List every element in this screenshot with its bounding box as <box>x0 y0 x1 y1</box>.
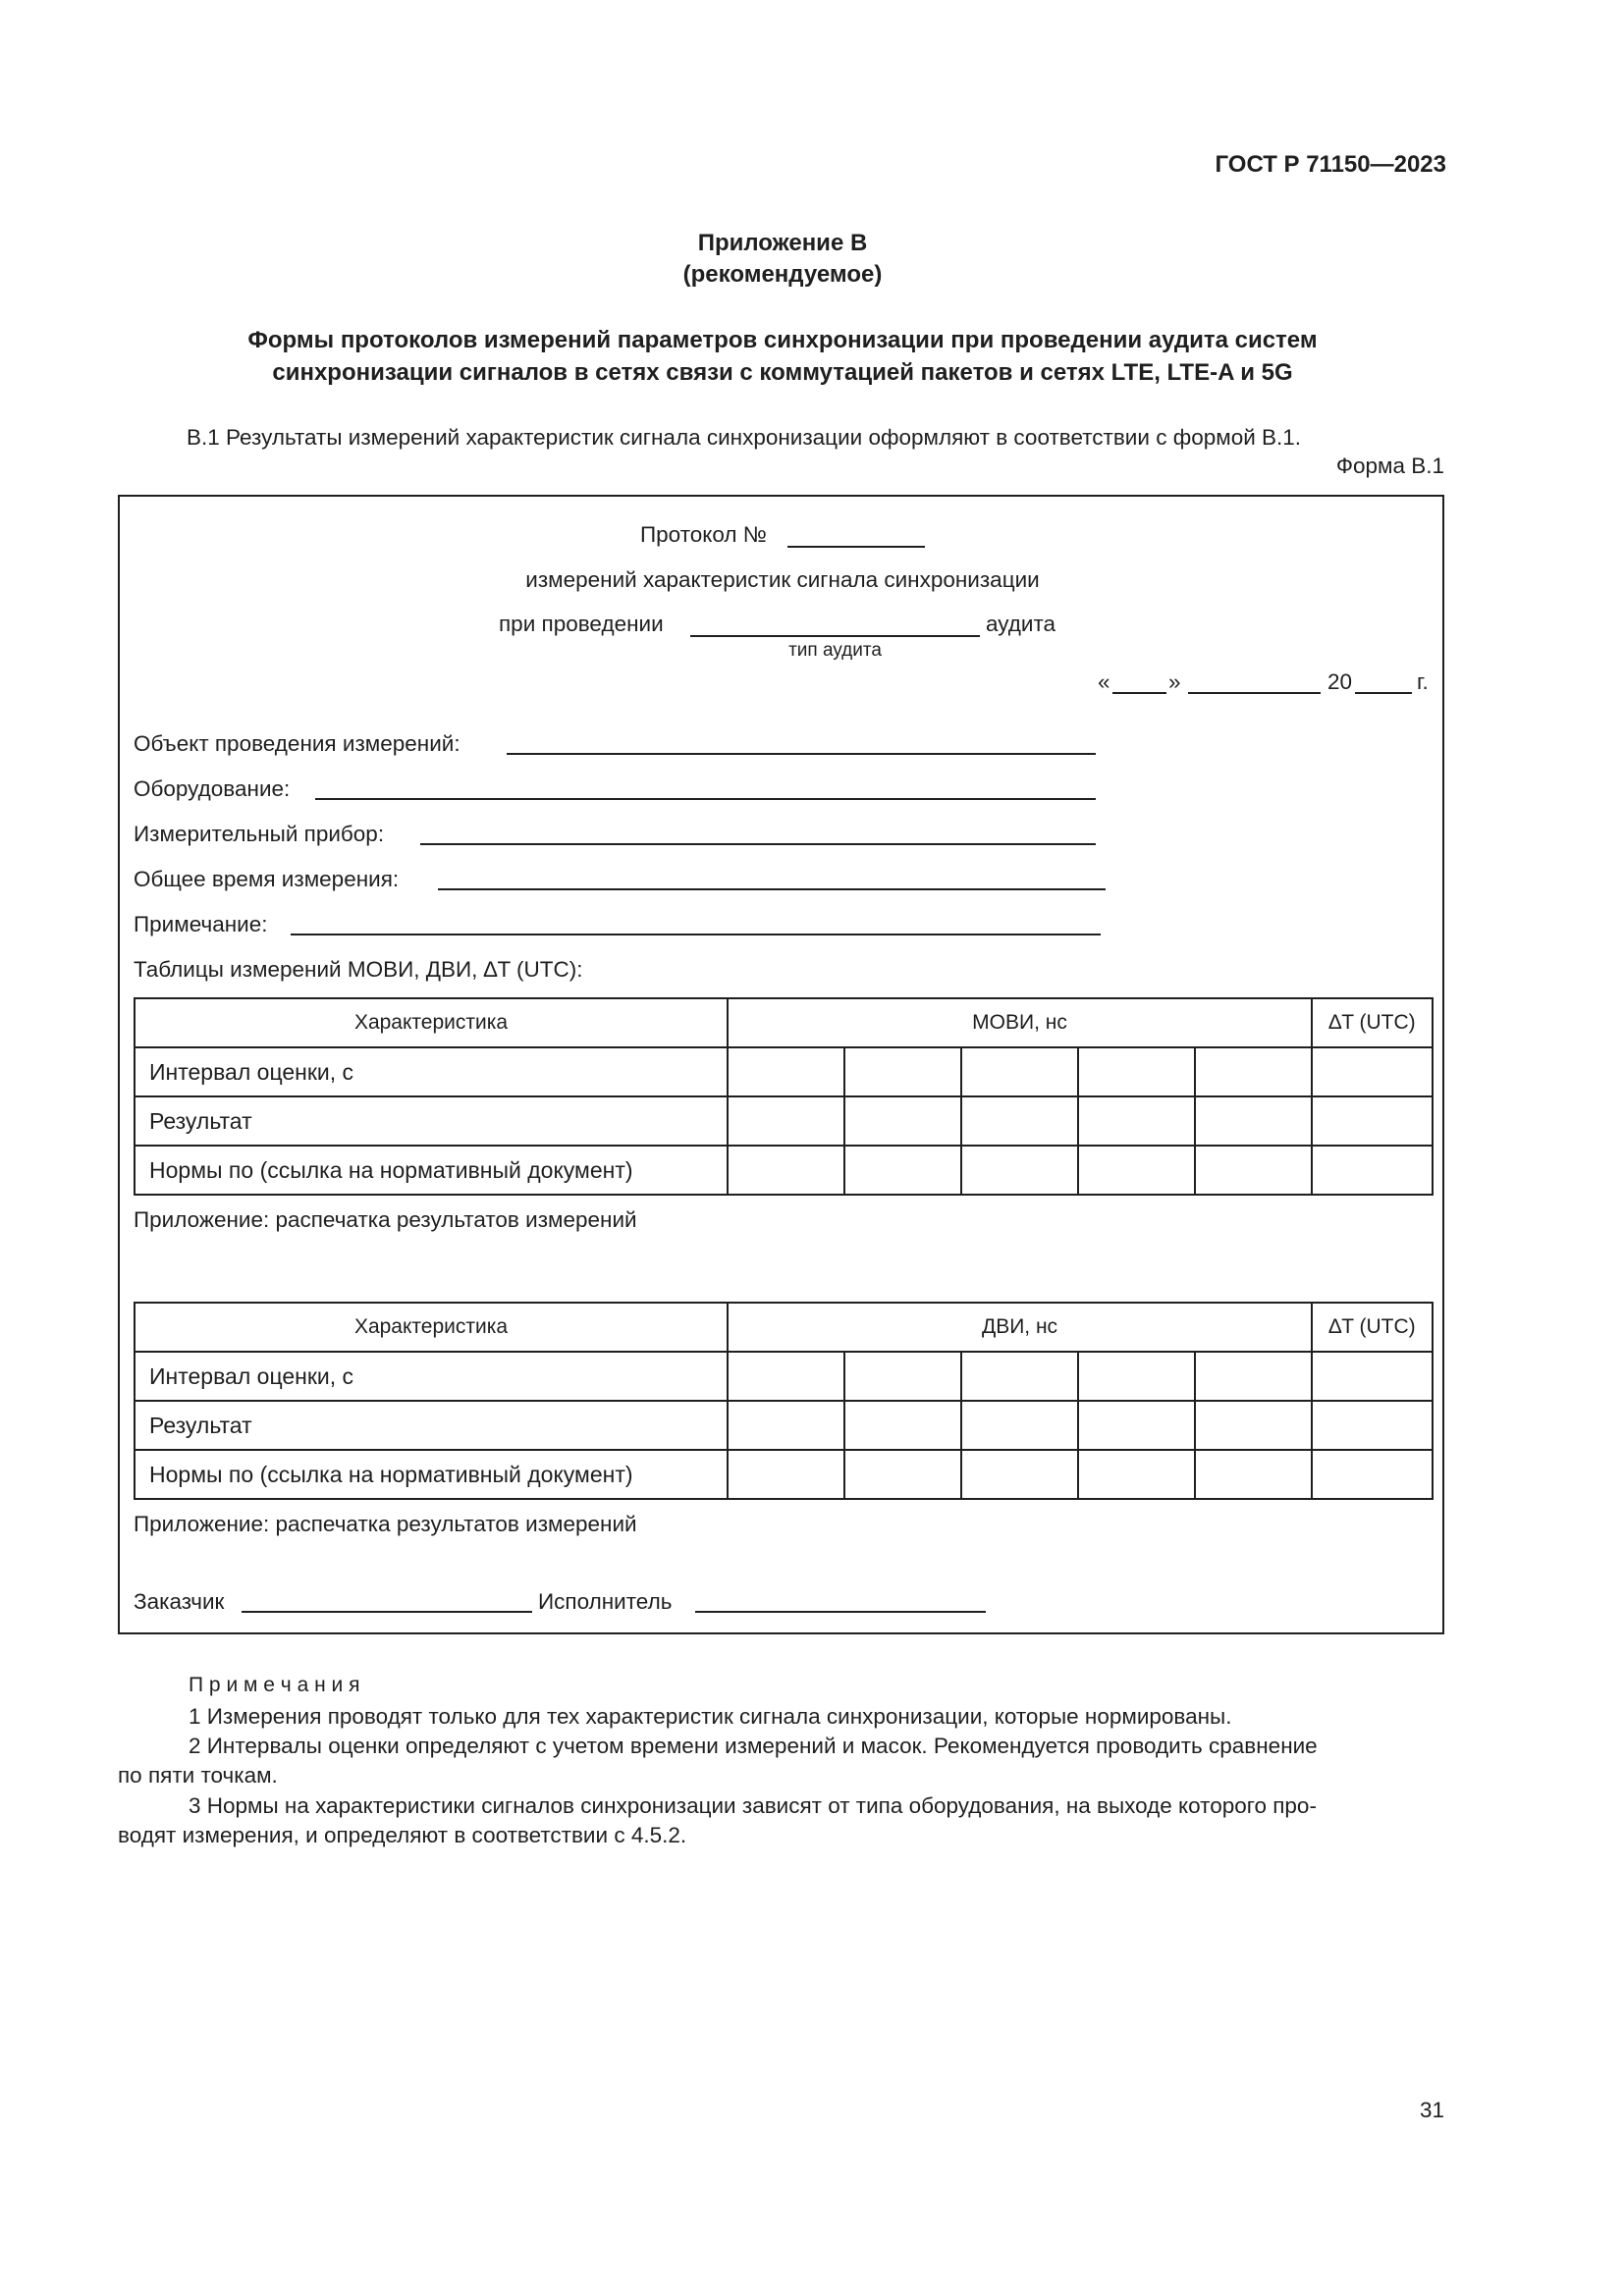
table-cell[interactable] <box>1195 1146 1312 1195</box>
appendix-title: Приложение В <box>697 230 868 256</box>
audit-suffix: аудита <box>986 612 1056 636</box>
table-cell[interactable] <box>1312 1401 1433 1450</box>
dvi-table-header <box>135 1303 1433 1352</box>
date-year-prefix: 20 <box>1327 669 1353 694</box>
movi-col-characteristic: Характеристика <box>135 998 728 1047</box>
audit-type-caption: тип аудита <box>788 640 882 661</box>
note-3-line1: 3 Нормы на характеристики сигналов синхронизации зависят от типа оборудования, на выходе которого про- <box>189 1793 1317 1818</box>
table-cell[interactable] <box>1312 1146 1433 1195</box>
audit-prefix: при проведении <box>499 612 664 636</box>
dvi-col-main: ДВИ, нс <box>728 1303 1312 1352</box>
movi-col-main: МОВИ, нс <box>728 998 1312 1047</box>
field-total-time-label: Общее время измерения: <box>134 867 400 891</box>
table-cell[interactable] <box>1312 1096 1433 1146</box>
dvi-col-dt: ∆T (UTC) <box>1312 1303 1433 1352</box>
note-1: 1 Измерения проводят только для тех характеристик сигнала синхронизации, которые нормированы. <box>189 1704 1232 1729</box>
table-cell[interactable] <box>1078 1401 1195 1450</box>
table-row <box>135 1146 1433 1195</box>
document-code: ГОСТ Р 71150—2023 <box>1215 151 1446 178</box>
form-label: Форма В.1 <box>1335 454 1444 478</box>
table-cell[interactable] <box>961 1146 1078 1195</box>
table-cell[interactable] <box>728 1401 844 1450</box>
dvi-col-characteristic: Характеристика <box>135 1303 728 1352</box>
field-instrument-line[interactable] <box>420 843 1096 845</box>
page-number: 31 <box>1419 2098 1444 2122</box>
dvi-row-norms-label: Нормы по (ссылка на нормативный документ) <box>135 1450 728 1499</box>
protocol-label: Протокол № <box>640 522 767 547</box>
table-cell[interactable] <box>1078 1146 1195 1195</box>
executor-label: Исполнитель <box>538 1589 673 1614</box>
table-cell[interactable] <box>844 1352 961 1401</box>
table-cell[interactable] <box>1078 1096 1195 1146</box>
field-note-line[interactable] <box>291 934 1101 935</box>
table-row <box>135 1352 1433 1401</box>
table-cell[interactable] <box>1195 1047 1312 1096</box>
table-cell[interactable] <box>844 1146 961 1195</box>
dvi-row-result-label: Результат <box>135 1401 728 1450</box>
table-cell[interactable] <box>1312 1047 1433 1096</box>
movi-table <box>134 997 1434 1196</box>
table-cell[interactable] <box>1312 1352 1433 1401</box>
table-cell[interactable] <box>961 1047 1078 1096</box>
attachment-note-2: Приложение: распечатка результатов измерений <box>134 1512 637 1536</box>
field-instrument-label: Измерительный прибор: <box>134 822 385 846</box>
movi-row-result-label: Результат <box>135 1096 728 1146</box>
date-month-line[interactable] <box>1188 692 1321 694</box>
field-total-time-line[interactable] <box>438 888 1106 890</box>
table-cell[interactable] <box>728 1450 844 1499</box>
table-cell[interactable] <box>1078 1352 1195 1401</box>
date-year-suffix: г. <box>1417 669 1429 694</box>
note-2-line1: 2 Интервалы оценки определяют с учетом времени измерений и масок. Рекомендуется проводить сравнение <box>189 1734 1318 1758</box>
table-cell[interactable] <box>844 1047 961 1096</box>
tables-title: Таблицы измерений МОВИ, ДВИ, ∆T (UTC): <box>134 957 583 982</box>
table-row <box>135 1096 1433 1146</box>
table-cell[interactable] <box>1195 1352 1312 1401</box>
table-cell[interactable] <box>1078 1047 1195 1096</box>
table-cell[interactable] <box>728 1047 844 1096</box>
table-cell[interactable] <box>1195 1096 1312 1146</box>
table-cell[interactable] <box>1195 1450 1312 1499</box>
appendix-heading-line1: Формы протоколов измерений параметров синхронизации при проведении аудита систем <box>247 327 1318 353</box>
date-year-line[interactable] <box>1355 692 1412 694</box>
appendix-heading-line2: синхронизации сигналов в сетях связи с коммутацией пакетов и сетях LTE, LTE-A и 5G <box>272 359 1293 386</box>
movi-table-header <box>135 998 1433 1047</box>
dvi-table <box>134 1302 1434 1500</box>
movi-col-dt: ∆T (UTC) <box>1312 998 1433 1047</box>
table-cell[interactable] <box>1078 1450 1195 1499</box>
table-cell[interactable] <box>961 1096 1078 1146</box>
table-cell[interactable] <box>961 1401 1078 1450</box>
table-cell[interactable] <box>728 1146 844 1195</box>
movi-row-interval-label: Интервал оценки, с <box>135 1047 728 1096</box>
notes-title: П р и м е ч а н и я <box>189 1674 360 1696</box>
table-cell[interactable] <box>844 1096 961 1146</box>
field-note-label: Примечание: <box>134 912 268 936</box>
date-close-quote: » <box>1168 669 1181 694</box>
table-row <box>135 1047 1433 1096</box>
table-cell[interactable] <box>961 1352 1078 1401</box>
appendix-subtitle: (рекомендуемое) <box>682 261 883 288</box>
table-cell[interactable] <box>1195 1401 1312 1450</box>
protocol-number-line[interactable] <box>787 546 925 548</box>
table-cell[interactable] <box>1312 1450 1433 1499</box>
field-equipment-line[interactable] <box>315 798 1096 800</box>
table-cell[interactable] <box>728 1096 844 1146</box>
customer-label: Заказчик <box>134 1589 225 1614</box>
dvi-row-interval-label: Интервал оценки, с <box>135 1352 728 1401</box>
table-row <box>135 1401 1433 1450</box>
table-cell[interactable] <box>728 1352 844 1401</box>
executor-signature-line[interactable] <box>695 1611 986 1613</box>
date-open-quote: « <box>1098 669 1110 694</box>
note-3-line2: водят измерения, и определяют в соответствии с 4.5.2. <box>118 1823 687 1847</box>
field-object-label: Объект проведения измерений: <box>134 731 460 756</box>
intro-text: В.1 Результаты измерений характеристик сигнала синхронизации оформляют в соответствии с формой В.1. <box>187 425 1302 450</box>
attachment-note-1: Приложение: распечатка результатов измерений <box>134 1207 637 1232</box>
protocol-subtitle: измерений характеристик сигнала синхронизации <box>525 567 1040 592</box>
table-cell[interactable] <box>844 1401 961 1450</box>
audit-type-line[interactable] <box>690 635 980 637</box>
movi-row-norms-label: Нормы по (ссылка на нормативный документ) <box>135 1146 728 1195</box>
field-object-line[interactable] <box>507 753 1096 755</box>
table-row <box>135 1450 1433 1499</box>
note-2-line2: по пяти точкам. <box>118 1763 278 1788</box>
table-cell[interactable] <box>961 1450 1078 1499</box>
customer-signature-line[interactable] <box>242 1611 532 1613</box>
table-cell[interactable] <box>844 1450 961 1499</box>
date-day-line[interactable] <box>1112 692 1166 694</box>
field-equipment-label: Оборудование: <box>134 776 291 801</box>
